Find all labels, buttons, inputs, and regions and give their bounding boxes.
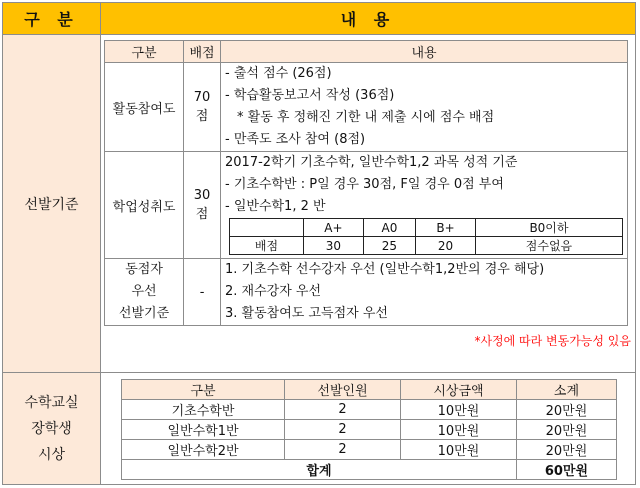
award-row <box>122 440 617 460</box>
criteria-header-content: 내용 <box>221 41 628 63</box>
award-cell: 2 <box>285 440 401 460</box>
award-label-line: 장학생 <box>31 420 72 437</box>
award-header-subtotal: 소계 <box>516 380 616 400</box>
award-label-line: 수학교실 <box>24 394 79 411</box>
award-header-count: 선발인원 <box>285 380 401 400</box>
change-notice: *사정에 따라 변동가능성 있음 <box>474 334 631 348</box>
award-total-row <box>122 460 617 480</box>
grade-table-corner <box>230 219 304 237</box>
grade-cell: B0이하 <box>475 219 622 237</box>
criteria-table <box>104 40 628 326</box>
grade-cell: A+ <box>304 219 364 237</box>
tie-line: 1. 기초수학 선수강자 우선 (일반수학1,2반의 경우 해당) <box>225 262 545 277</box>
award-total-value: 60만원 <box>516 460 616 480</box>
score-cell: 20 <box>416 237 476 255</box>
criteria-header-category: 구분 <box>105 41 184 63</box>
award-cell: 2 <box>285 400 401 420</box>
award-cell: 20만원 <box>516 440 616 460</box>
academic-line: 2017-2학기 기초수학, 일반수학1,2 과목 성적 기준 <box>225 155 518 170</box>
academic-line: - 기초수학반 : P일 경우 30점, F일 경우 0점 부여 <box>225 177 504 192</box>
award-cell: 기초수학반 <box>122 400 285 420</box>
award-cell: 20만원 <box>516 420 616 440</box>
award-row <box>122 420 617 440</box>
header-content: 내 용 <box>101 3 636 35</box>
award-row <box>122 400 617 420</box>
award-cell: 10만원 <box>400 420 516 440</box>
award-total-label: 합계 <box>122 460 517 480</box>
score-cell: 25 <box>363 237 415 255</box>
award-cell: 일반수학2반 <box>122 440 285 460</box>
award-cell: 일반수학1반 <box>122 420 285 440</box>
scholarship-document-table <box>2 2 636 485</box>
tie-line: 2. 재수강자 우선 <box>225 284 322 299</box>
award-cell: 10만원 <box>400 440 516 460</box>
tie-content <box>221 259 628 326</box>
activity-points: 70점 <box>184 63 221 152</box>
tie-category-line: 선발기준 <box>118 306 170 321</box>
activity-content <box>221 63 628 152</box>
activity-category: 활동참여도 <box>105 63 184 152</box>
award-cell: 10만원 <box>400 400 516 420</box>
activity-note-line: * 활동 후 정해진 기한 내 제출 시에 점수 배점 <box>237 110 495 125</box>
award-header-amount: 시상금액 <box>400 380 516 400</box>
activity-line: - 출석 점수 (26점) <box>225 66 332 81</box>
tie-category-line: 동점자 <box>125 262 163 277</box>
activity-line: - 학습활동보고서 작성 (36점) <box>225 88 395 103</box>
header-category: 구 분 <box>3 3 101 35</box>
academic-content <box>221 152 628 259</box>
award-label <box>3 373 101 485</box>
award-content <box>101 373 636 485</box>
grade-score-table <box>229 218 623 255</box>
score-cell: 점수없음 <box>475 237 622 255</box>
award-table <box>121 379 617 480</box>
score-cell: 30 <box>304 237 364 255</box>
selection-criteria-content <box>101 35 636 373</box>
criteria-header-points: 배점 <box>184 41 221 63</box>
score-row-label: 배점 <box>230 237 304 255</box>
award-header-category: 구분 <box>122 380 285 400</box>
award-cell: 2 <box>285 420 401 440</box>
award-label-line: 시상 <box>37 446 66 463</box>
academic-line: - 일반수학1, 2 반 <box>225 199 326 214</box>
grade-cell: B+ <box>416 219 476 237</box>
grade-cell: A0 <box>363 219 415 237</box>
tie-line: 3. 활동참여도 고득점자 우선 <box>225 306 388 321</box>
academic-points: 30점 <box>184 152 221 259</box>
selection-criteria-label: 선발기준 <box>3 35 101 373</box>
academic-category: 학업성취도 <box>105 152 184 259</box>
tie-category-line: 우선 <box>131 284 157 299</box>
tie-points: - <box>184 259 221 326</box>
activity-line: - 만족도 조사 참여 (8점) <box>225 132 366 147</box>
award-cell: 20만원 <box>516 400 616 420</box>
tie-category <box>105 259 184 326</box>
